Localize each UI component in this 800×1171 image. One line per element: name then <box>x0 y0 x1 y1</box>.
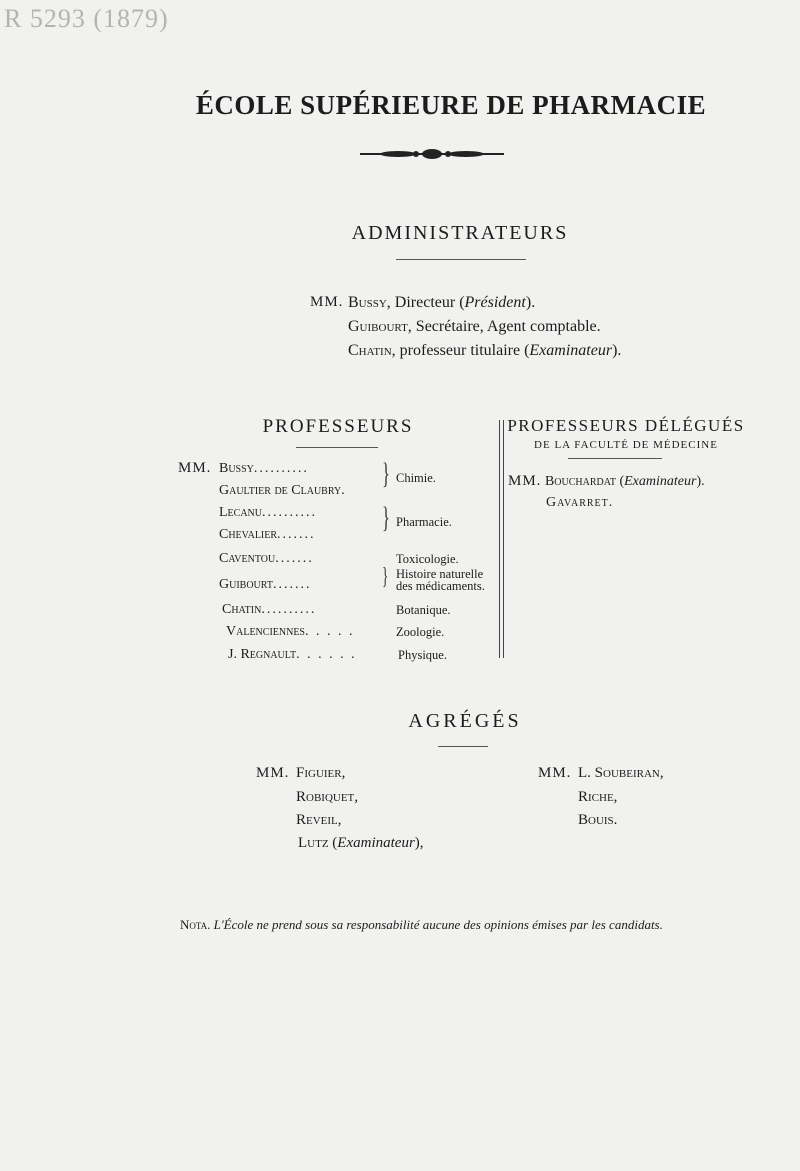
nota-label: Nota. <box>180 917 211 932</box>
delegue-line: MM. Bouchardat (Examinateur). <box>508 473 705 489</box>
agrege-name: Riche, <box>578 789 618 805</box>
nota-text: L'École ne prend sous sa responsabilité aucune des opinions émises par les candidats. <box>213 917 663 932</box>
professeur-name: Chatin <box>222 602 262 617</box>
agrege-name: L. Soubeiran, <box>578 765 664 781</box>
subject-chimie: Chimie. <box>396 471 436 485</box>
professeur-name: Gaultier de Claubry. <box>219 483 345 498</box>
agreges-mm-right: MM. <box>538 765 572 781</box>
ornament-divider <box>358 147 506 161</box>
agrege-name: Robiquet, <box>296 789 359 805</box>
margin-shelfmark: R 5293 (1879) <box>4 4 169 33</box>
administrateur-role-title: Président <box>464 294 526 311</box>
delegues-mm: MM. <box>508 473 542 489</box>
professeur-name: Lecanu <box>219 505 262 520</box>
professeur-row: Chevalier....... <box>219 527 316 542</box>
professeur-row: Chatin.......... <box>222 602 317 617</box>
school-title: ÉCOLE SUPÉRIEURE DE PHARMACIE <box>195 90 707 120</box>
agrege-name: Bouis. <box>578 812 618 828</box>
agrege-line: Lutz (Examinateur), <box>298 835 424 851</box>
professeur-row: Valenciennes. . . . . <box>226 624 355 639</box>
delegue-name: Gavarret. <box>546 495 614 510</box>
delegues-title: PROFESSEURS DÉLÉGUÉS <box>507 416 745 435</box>
delegues-subtitle: DE LA FACULTÉ DE MÉDECINE <box>534 439 718 451</box>
agrege-name: Lutz <box>298 835 329 851</box>
delegues-rule <box>568 458 662 459</box>
brace-icon: } <box>382 564 389 590</box>
agrege-name: Reveil, <box>296 812 342 828</box>
administrateur-role: Directeur ( <box>394 294 465 311</box>
professeur-row <box>219 483 345 499</box>
administrateur-role-title: Examinateur <box>529 342 613 359</box>
professeur-row: J. Regnault. . . . . . <box>228 647 357 662</box>
delegue-role: Examinateur <box>624 474 697 489</box>
professeur-name: J. Regnault <box>228 647 297 662</box>
administrateur-role: professeur titulaire ( <box>399 342 530 359</box>
professeur-name: Guibourt <box>219 577 273 592</box>
agreges-title: AGRÉGÉS <box>408 710 522 732</box>
column-divider <box>503 420 504 658</box>
nota-line <box>180 917 663 933</box>
subject-histoire: Histoire naturelle des médicaments. <box>396 567 485 593</box>
professeur-name: Valenciennes <box>226 624 305 639</box>
administrateur-name: Chatin, <box>348 342 396 359</box>
professeurs-title: PROFESSEURS <box>262 416 414 437</box>
professeur-subject: Botanique. <box>396 603 451 617</box>
administrateur-name: Bussy, <box>348 294 391 311</box>
professeur-subject: Physique. <box>398 648 447 662</box>
professeurs-rule <box>296 447 378 448</box>
professeur-row: Lecanu.......... <box>219 505 317 520</box>
administrateur-role: Secrétaire, Agent comptable. <box>415 318 601 335</box>
delegue-name: Bouchardat <box>544 474 616 489</box>
subject-pharmacie: Pharmacie. <box>396 515 452 529</box>
administrateur-line: Bussy, Directeur (Président). <box>348 294 536 311</box>
administrateur-line: Chatin, professeur titulaire (Examinateur). <box>348 342 622 359</box>
professeur-row: Guibourt....... <box>219 577 312 592</box>
administrateurs-title: ADMINISTRATEURS <box>351 222 569 244</box>
column-divider <box>499 420 500 658</box>
professeurs-mm: MM. <box>178 460 212 476</box>
professeur-row: Caventou....... <box>219 551 314 566</box>
professeur-name: Chevalier <box>219 527 278 542</box>
professeur-subject: Toxicologie. <box>396 552 459 566</box>
agrege-role: Examinateur <box>337 835 415 851</box>
administrateur-name: Guibourt, <box>348 318 412 335</box>
brace-icon: } <box>382 501 390 534</box>
administrateurs-mm: MM. <box>310 294 344 310</box>
agreges-rule <box>438 746 488 747</box>
professeur-subject: Zoologie. <box>396 625 445 639</box>
administrateurs-rule <box>396 259 526 260</box>
agrege-name: Figuier, <box>296 765 346 781</box>
brace-icon: } <box>382 457 390 490</box>
agreges-mm-left: MM. <box>256 765 290 781</box>
professeur-name: Bussy <box>219 461 254 476</box>
professeur-name: Caventou <box>219 551 276 566</box>
professeur-row: Bussy.......... <box>219 461 309 476</box>
administrateur-line <box>348 318 601 336</box>
